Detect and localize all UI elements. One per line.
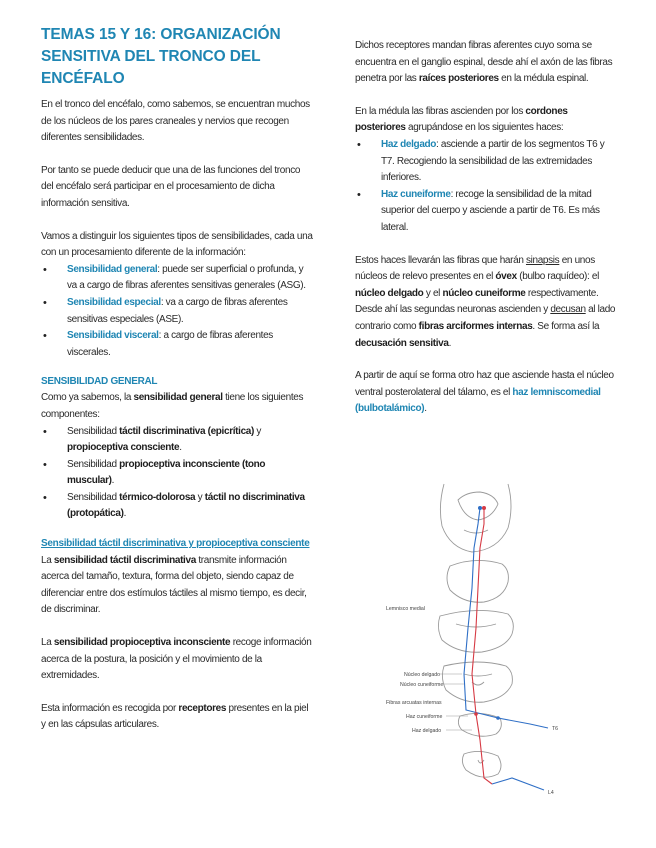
receptors-fibers-paragraph: Dichos receptores mandan fibras aferentes cuyo soma se encuentra en el ganglio espinal, desde ahí el axón de las fibras penetra por las raíces posteriores en la médula espinal. xyxy=(355,40,613,85)
label-haz-cuneiforme: Haz cuneiforme xyxy=(406,714,443,720)
synapsis-paragraph: Estos haces llevarán las fibras que harán sinapsis en unos núcleos de relevo presentes en el óvex (bulbo raquídeo): el núcleo delgado y el núcleo cuneiforme respectivamente. Desde ahí las segundas neuronas ascienden y decusan al lado contrario como fibras arciformes internas. Se forma así la decusación sensitiva. xyxy=(355,254,616,349)
title-line-2: SENSITIVA DEL TRONCO DEL ENCÉFALO xyxy=(41,48,261,87)
label-l4: L4 xyxy=(548,790,554,796)
list-item: • Sensibilidad visceral: a cargo de fibras aferentes viscerales. xyxy=(41,328,313,361)
general-heading: SENSIBILIDAD GENERAL xyxy=(41,376,158,388)
label-t6: T6 xyxy=(552,726,559,732)
sensitivity-types-list xyxy=(41,262,313,362)
list-item: • Sensibilidad especial: va a cargo de fibras aferentes sensitivas especiales (ASE). xyxy=(41,295,313,328)
label-fibras: Fibras arcuatas internas xyxy=(386,700,442,706)
list-item: • Haz cuneiforme: recoge la sensibilidad de la mitad superior del cuerpo y asciende a partir de T6. Es más lateral. xyxy=(355,187,617,237)
label-lemnisco: Lemnisco medial xyxy=(386,606,425,612)
receptors-paragraph: Esta información es recogida por receptores presentes en la piel y en las cápsulas articulares. xyxy=(41,702,309,731)
types-intro-paragraph: Vamos a distinguir los siguientes tipos de sensibilidades, cada una con un procesamiento diferente de la información: xyxy=(41,230,313,259)
tactile-section-heading: Sensibilidad táctil discriminativa y propioceptiva consciente xyxy=(41,538,310,550)
list-item: • Sensibilidad táctil discriminativa (epicrítica) y propioceptiva consciente. xyxy=(41,424,313,457)
spinal-cord-paragraph: En la médula las fibras ascienden por los cordones posteriores agrupándose en los siguientes haces: xyxy=(355,105,568,134)
label-nucleo-delgado: Núcleo delgado xyxy=(404,672,441,678)
list-item: • Sensibilidad general: puede ser superficial o profunda, y va a cargo de fibras aferentes sensitivas generales (ASG). xyxy=(41,262,313,295)
list-item: • Sensibilidad térmico-dolorosa y táctil no discriminativa (protopática). xyxy=(41,490,313,523)
label-haz-delgado: Haz delgado xyxy=(412,728,442,734)
tactile-paragraph: La sensibilidad táctil discriminativa transmite información acerca del tamaño, textura, forma del objeto, siendo capaz de diferenciar entre dos estímulos táctiles al mismo tiempo, es decir, de discriminar. xyxy=(41,554,307,616)
intro-paragraph: En el tronco del encéfalo, como sabemos, se encuentran muchos de los núcleos de los pares craneales y nervios que recogen diferentes sensibilidades. xyxy=(41,99,310,144)
propioceptive-paragraph: La sensibilidad propioceptiva inconsciente recoge información acerca de la postura, la posición y el movimiento de la extremidades. xyxy=(41,637,312,682)
components-list xyxy=(41,424,313,524)
list-item: • Haz delgado: asciende a partir de los segmentos T6 y T7. Recogiendo la sensibilidad de las extremidades inferiores. xyxy=(355,137,617,187)
right-column xyxy=(355,38,617,418)
list-item: • Sensibilidad propioceptiva inconsciente (tono muscular). xyxy=(41,457,313,490)
dorsal-column-pathway-diagram xyxy=(380,478,580,798)
title-line-1: TEMAS 15 Y 16: ORGANIZACIÓN xyxy=(41,26,281,43)
page-title xyxy=(41,24,313,90)
tracts-list xyxy=(355,137,617,237)
left-column xyxy=(41,24,313,734)
lemniscus-paragraph: A partir de aquí se forma otro haz que asciende hasta el núcleo ventral posterolateral del tálamo, es el haz lemniscomedial (bulbotalámico). xyxy=(355,370,614,415)
functions-paragraph: Por tanto se puede deducir que una de las funciones del tronco del encéfalo será participar en el procesamiento de dicha información sensitiva. xyxy=(41,164,301,209)
general-intro: Como ya sabemos, la sensibilidad general tiene los siguientes componentes: xyxy=(41,392,304,420)
label-nucleo-cuneiforme: Núcleo cuneiforme xyxy=(400,682,444,688)
